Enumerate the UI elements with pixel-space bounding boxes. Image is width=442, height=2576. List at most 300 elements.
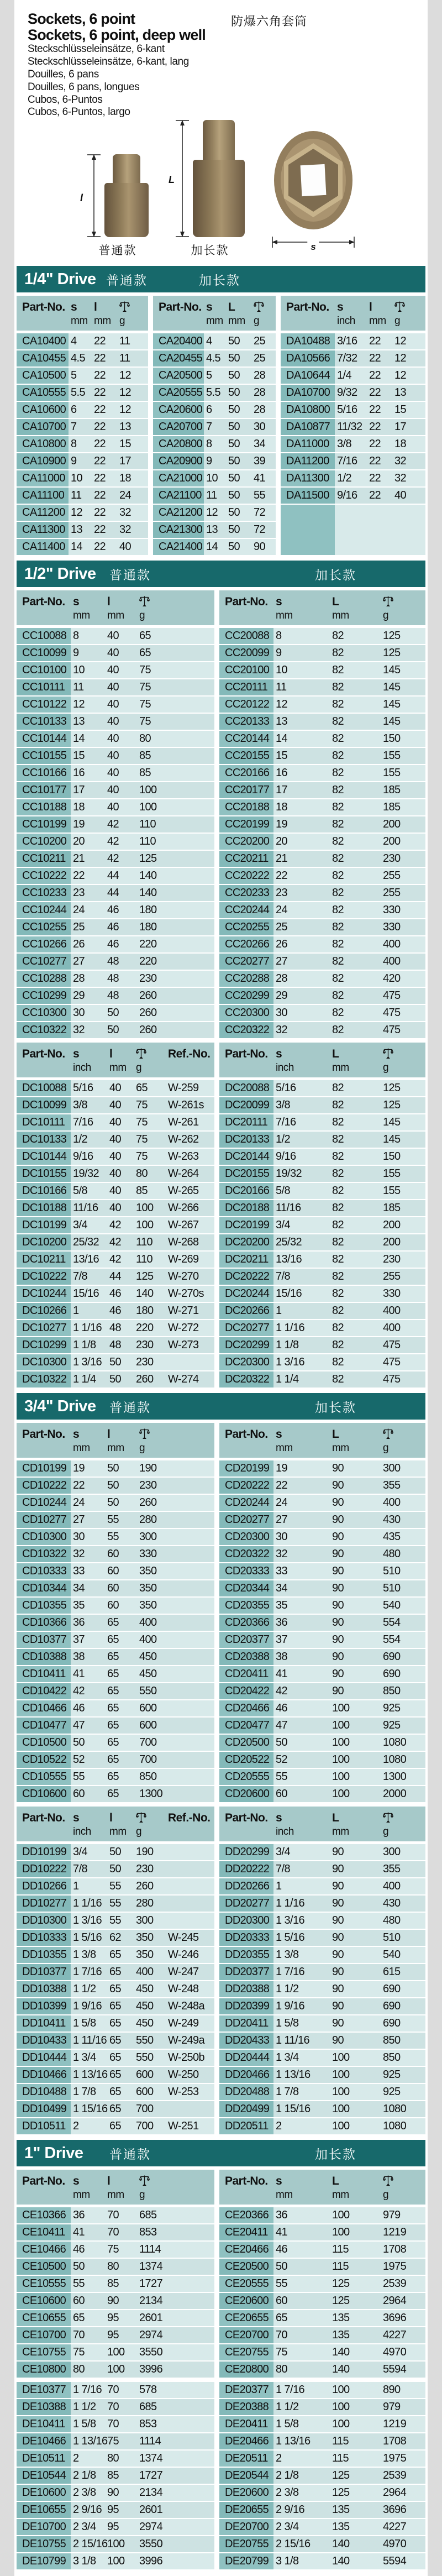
col-header-label: s xyxy=(276,1428,282,1441)
col-header-label: Part-No. xyxy=(286,301,329,314)
cell-len: 60 xyxy=(107,1599,119,1612)
table-row xyxy=(17,834,214,851)
table-row xyxy=(153,505,276,522)
cell-len: 70 xyxy=(107,2418,119,2431)
cell-s: 11 xyxy=(206,489,217,502)
cell-s: 5/8 xyxy=(276,1185,291,1197)
cell-len: 90 xyxy=(332,1846,344,1858)
cell-part: DC20166 xyxy=(219,1183,273,1199)
cell-wt: 13 xyxy=(119,421,131,433)
col-header-label xyxy=(383,2174,420,2188)
cell-s: 11 xyxy=(73,681,84,694)
cell-part: CC10111 xyxy=(17,679,71,695)
table-row xyxy=(281,402,425,419)
col-header-label: s xyxy=(73,1428,80,1441)
cell-part: DA10800 xyxy=(281,402,335,418)
cell-s: 30 xyxy=(73,1531,85,1543)
cell-len: 82 xyxy=(332,1150,344,1163)
cell-len: 90 xyxy=(332,1514,344,1526)
cell-s: 27 xyxy=(276,955,288,968)
cell-s: 1 3/16 xyxy=(276,1914,305,1927)
cell-wt: 255 xyxy=(383,1270,401,1283)
cell-s: 9/16 xyxy=(276,1150,296,1163)
cell-s: 1 3/16 xyxy=(276,1356,305,1369)
cell-s: 37 xyxy=(73,1633,85,1646)
cell-wt: 400 xyxy=(136,1966,154,1978)
col-header-label: Part-No. xyxy=(22,2175,65,2188)
cell-wt: 72 xyxy=(254,523,266,536)
cell-wt: 850 xyxy=(383,1685,401,1698)
cell-s: 46 xyxy=(276,2243,288,2256)
cell-part: CC10099 xyxy=(17,645,71,661)
socket-body xyxy=(104,183,149,237)
col-header-part xyxy=(17,1046,71,1074)
cell-wt: 220 xyxy=(136,1322,154,1334)
table-row xyxy=(219,834,425,851)
col-header-s xyxy=(273,1427,330,1454)
cell-len: 82 xyxy=(332,972,344,985)
table-row xyxy=(219,799,425,816)
cell-s: 1 xyxy=(276,1305,282,1317)
col-header-label xyxy=(139,1427,188,1441)
band-label-long: 加长款 xyxy=(199,273,240,287)
table-row xyxy=(17,2502,214,2519)
cell-len: 140 xyxy=(332,2346,350,2359)
col-header-unit: mm xyxy=(107,2189,124,2201)
table-row xyxy=(17,1354,214,1371)
col-header-unit: mm xyxy=(71,315,88,327)
cell-part: CD10344 xyxy=(17,1580,71,1596)
cell-s: 3 1/8 xyxy=(276,2555,299,2568)
cell-s: 9/32 xyxy=(337,386,357,399)
parts-table xyxy=(153,296,276,556)
cell-part: CD10199 xyxy=(17,1460,71,1477)
col-header-unit: mm xyxy=(332,1826,349,1838)
col-header-label: l xyxy=(107,2175,110,2188)
cell-len: 65 xyxy=(107,1753,119,1766)
table-body xyxy=(219,628,425,1039)
cell-ref: W-265 xyxy=(168,1185,199,1197)
table-row xyxy=(17,505,148,522)
col-header-label: s xyxy=(206,301,213,314)
col-header-wt xyxy=(381,594,420,622)
cell-wt: 480 xyxy=(383,1914,401,1927)
cell-s: 1 13/16 xyxy=(276,2069,311,2081)
table-row xyxy=(17,2327,214,2344)
table-row xyxy=(219,902,425,919)
cell-len: 90 xyxy=(107,2295,119,2307)
cell-s: 1/4 xyxy=(337,369,352,382)
cell-s: 7/16 xyxy=(337,455,357,468)
col-header-label: s xyxy=(73,2175,80,2188)
cell-s: 1/2 xyxy=(276,1133,291,1146)
cell-wt: 300 xyxy=(136,1914,154,1927)
drive-band xyxy=(17,1393,425,1420)
cell-part: DC10244 xyxy=(17,1286,71,1302)
cell-part: DD20355 xyxy=(219,1947,273,1963)
cell-part: CC20199 xyxy=(219,816,273,833)
col-header-s xyxy=(71,594,105,622)
cell-s: 5 xyxy=(206,369,212,382)
cell-wt: 2539 xyxy=(383,2469,407,2482)
cell-s: 10 xyxy=(73,664,85,677)
cell-part: CA11200 xyxy=(17,505,69,521)
cell-wt: 925 xyxy=(383,2069,401,2081)
table-row xyxy=(219,2519,425,2536)
cell-len: 50 xyxy=(109,1373,122,1386)
cell-len: 90 xyxy=(332,1685,344,1698)
cell-part: CC10200 xyxy=(17,834,71,850)
cell-s: 14 xyxy=(276,732,288,745)
cell-s: 16 xyxy=(73,767,85,779)
table-row xyxy=(219,1183,425,1200)
col-header-wt xyxy=(392,300,421,327)
cell-s: 24 xyxy=(73,1496,85,1509)
cell-part: CE20655 xyxy=(219,2310,273,2326)
cell-part: CC10122 xyxy=(17,697,71,713)
cell-wt: 1080 xyxy=(383,1753,407,1766)
cell-part: DA10488 xyxy=(281,333,335,349)
table-row xyxy=(219,1580,425,1598)
cell-wt: 850 xyxy=(139,1771,157,1783)
cell-wt: 220 xyxy=(139,955,157,968)
table-row xyxy=(17,1878,214,1896)
cell-s: 1 15/16 xyxy=(276,2103,311,2116)
cell-s: 4 xyxy=(71,335,77,348)
cell-s: 38 xyxy=(73,1651,85,1663)
cell-len: 82 xyxy=(332,1236,344,1249)
cell-s: 4 xyxy=(206,335,212,348)
table-row xyxy=(219,2207,425,2224)
cell-part: DA11300 xyxy=(281,470,335,486)
cell-s: 1 13/16 xyxy=(73,2435,108,2448)
cell-len: 48 xyxy=(107,989,119,1002)
cell-wt: 200 xyxy=(383,818,401,831)
col-header-len xyxy=(107,1046,134,1074)
cell-len: 75 xyxy=(107,2243,119,2256)
cell-wt: 12 xyxy=(119,404,131,416)
cell-wt: 300 xyxy=(383,1846,401,1858)
cell-part: CE10755 xyxy=(17,2344,71,2360)
cell-s: 3 1/8 xyxy=(73,2555,96,2568)
col-header-label: s xyxy=(71,301,77,314)
table-row xyxy=(219,748,425,765)
cell-s: 18 xyxy=(73,801,85,814)
table-row xyxy=(17,714,214,731)
cell-part: DD10499 xyxy=(17,2101,71,2117)
cell-len: 82 xyxy=(332,989,344,1002)
cell-len: 65 xyxy=(107,1736,119,1749)
cell-len: 82 xyxy=(332,1167,344,1180)
cell-s: 55 xyxy=(276,2277,288,2290)
cell-len: 22 xyxy=(94,421,106,433)
cell-len: 90 xyxy=(332,2034,344,2047)
table-row xyxy=(17,402,148,419)
cell-len: 90 xyxy=(332,1479,344,1492)
figure-socket-face xyxy=(271,129,355,253)
socket-photo-deep xyxy=(193,120,245,237)
cell-len: 115 xyxy=(332,2435,349,2448)
table-row xyxy=(17,936,214,954)
catalog-page xyxy=(14,0,428,2576)
cell-wt: 3996 xyxy=(139,2363,163,2376)
cell-part: CA21100 xyxy=(153,488,204,504)
col-header-unit: inch xyxy=(276,1062,294,1074)
cell-wt: 979 xyxy=(383,2209,401,2222)
table-row xyxy=(17,1149,214,1166)
table-row xyxy=(219,1947,425,1964)
table-row xyxy=(219,731,425,748)
col-header-part xyxy=(153,300,204,327)
cell-part: CD10466 xyxy=(17,1700,71,1716)
cell-wt: 230 xyxy=(136,1339,154,1352)
cell-part: DC20299 xyxy=(219,1337,273,1353)
cell-wt: 1374 xyxy=(139,2260,163,2273)
cell-part: DC10266 xyxy=(17,1303,71,1319)
cell-wt: 3550 xyxy=(139,2538,163,2551)
col-header-unit: inch xyxy=(73,1826,91,1838)
cell-ref: W-248a xyxy=(168,2000,205,2013)
cell-len: 82 xyxy=(332,818,344,831)
cell-len: 65 xyxy=(107,1788,119,1800)
cell-wt: 600 xyxy=(139,1702,157,1715)
col-header-part xyxy=(281,300,335,327)
cell-len: 82 xyxy=(332,1116,344,1129)
col-header-unit: mm xyxy=(228,315,245,327)
col-header-wt xyxy=(137,2174,188,2201)
table-row xyxy=(17,2553,214,2570)
cell-wt: 15 xyxy=(394,404,407,416)
cell-len: 90 xyxy=(332,2017,344,2030)
cell-wt: 3696 xyxy=(383,2312,407,2324)
table-row xyxy=(219,2485,425,2502)
cell-len: 100 xyxy=(332,2051,350,2064)
cell-wt: 32 xyxy=(394,472,407,485)
cell-part: CA20900 xyxy=(153,453,204,469)
cell-len: 82 xyxy=(332,664,344,677)
table-row xyxy=(153,385,276,402)
table-row xyxy=(153,368,276,385)
table-row xyxy=(219,1769,425,1786)
cell-part: CD10388 xyxy=(17,1649,71,1665)
table-row xyxy=(17,1563,214,1580)
cell-len: 44 xyxy=(107,887,119,899)
cell-s: 1 5/8 xyxy=(276,2418,299,2431)
cell-wt: 450 xyxy=(139,1651,157,1663)
col-header-unit xyxy=(22,1826,71,1838)
cell-s: 22 xyxy=(276,1479,288,1492)
table-row xyxy=(17,2451,214,2468)
table-header-row xyxy=(17,2170,214,2205)
cell-s: 10 xyxy=(206,472,218,485)
col-header-label: Part-No. xyxy=(22,1428,65,1441)
cell-len: 40 xyxy=(109,1133,122,1146)
cell-s: 7/16 xyxy=(276,1116,296,1129)
cell-len: 125 xyxy=(332,2277,350,2290)
figure-standard-socket xyxy=(80,154,149,258)
table-row xyxy=(219,1337,425,1354)
table-block xyxy=(17,2170,425,2570)
cell-len: 135 xyxy=(332,2329,350,2342)
caption-deep: 加长款 xyxy=(191,244,229,258)
cell-part: DC20111 xyxy=(219,1114,273,1130)
cell-s: 15 xyxy=(73,750,85,762)
product-figure xyxy=(17,121,425,261)
cell-part: DD20511 xyxy=(219,2118,273,2134)
cell-s: 50 xyxy=(276,2260,288,2273)
cell-len: 82 xyxy=(332,784,344,797)
cell-ref: W-247 xyxy=(168,1966,199,1978)
cell-wt: 110 xyxy=(136,1236,153,1249)
col-header-len xyxy=(107,1810,134,1838)
table-row xyxy=(17,1371,214,1389)
cell-s: 1 1/2 xyxy=(73,1983,96,1996)
cell-wt: 475 xyxy=(383,1373,401,1386)
cell-s: 32 xyxy=(73,1548,85,1561)
drive-title: 1/4" Drive xyxy=(24,270,96,288)
cell-wt: 28 xyxy=(254,369,266,382)
cell-part: CD10277 xyxy=(17,1512,71,1528)
cell-len: 90 xyxy=(332,1616,344,1629)
cell-s: 41 xyxy=(276,1668,288,1680)
cell-len: 82 xyxy=(332,1024,344,1036)
col-header-unit xyxy=(22,315,69,327)
table-header-row xyxy=(219,1043,425,1077)
table-row xyxy=(17,350,148,368)
cell-part: DD10355 xyxy=(17,1947,71,1963)
cell-s: 2 xyxy=(276,2120,282,2133)
cell-len: 90 xyxy=(107,2486,119,2499)
cell-len: 50 xyxy=(228,352,240,365)
table-row xyxy=(17,1337,214,1354)
table-row xyxy=(17,436,148,453)
cell-wt: 350 xyxy=(139,1565,157,1578)
cell-wt: 110 xyxy=(136,1253,153,1266)
cell-wt: 12 xyxy=(394,352,407,365)
table-row xyxy=(17,1580,214,1598)
page-title-chinese: 防爆六角套筒 xyxy=(231,14,308,28)
table-row xyxy=(219,1786,425,1803)
cell-part: CA20700 xyxy=(153,419,204,435)
cell-wt: 40 xyxy=(119,541,131,553)
cell-s: 1 1/2 xyxy=(73,2401,96,2413)
table-row xyxy=(219,2327,425,2344)
cell-part: CD10366 xyxy=(17,1615,71,1631)
cell-len: 125 xyxy=(332,2469,350,2482)
cell-len: 65 xyxy=(109,1949,122,1961)
cell-wt: 1727 xyxy=(139,2469,163,2482)
cell-len: 65 xyxy=(109,2034,122,2047)
cell-part: CE20700 xyxy=(219,2327,273,2343)
table-row xyxy=(17,971,214,988)
table-body xyxy=(17,1080,214,1389)
cell-wt: 80 xyxy=(139,732,151,745)
cell-wt: 75 xyxy=(139,715,151,728)
cell-part: DE10466 xyxy=(17,2433,71,2449)
table-header-row xyxy=(17,296,148,331)
cell-len: 22 xyxy=(94,506,106,519)
col-header-unit: mm xyxy=(332,2189,349,2201)
cell-len: 50 xyxy=(228,489,240,502)
cell-wt: 510 xyxy=(383,1565,401,1578)
cell-part: CC20288 xyxy=(219,971,273,987)
cell-len: 40 xyxy=(109,1116,122,1129)
cell-part: CE20755 xyxy=(219,2344,273,2360)
cell-s: 41 xyxy=(73,1668,85,1680)
cell-part: CE10466 xyxy=(17,2242,71,2258)
cell-wt: 3996 xyxy=(139,2555,163,2568)
cell-part: DA10877 xyxy=(281,419,335,435)
cell-wt: 155 xyxy=(383,1185,401,1197)
cell-wt: 155 xyxy=(383,1167,401,1180)
dimension-arrow-l xyxy=(80,154,101,237)
cell-part: CC10277 xyxy=(17,954,71,970)
cell-s: 47 xyxy=(276,1719,288,1732)
cell-wt: 550 xyxy=(139,1685,157,1698)
table-row xyxy=(219,1286,425,1303)
col-header-label: s xyxy=(276,1048,282,1061)
table-row xyxy=(17,2118,214,2135)
cell-part: DC10144 xyxy=(17,1149,71,1165)
table-row xyxy=(17,1769,214,1786)
cell-wt: 5594 xyxy=(383,2555,407,2568)
drive-title: 3/4" Drive xyxy=(24,1397,96,1415)
table-row xyxy=(219,1964,425,1981)
cell-len: 135 xyxy=(332,2312,350,2324)
cell-len: 90 xyxy=(332,1599,344,1612)
col-header-unit: g xyxy=(383,1826,389,1838)
col-header-label xyxy=(139,2174,188,2188)
cell-s: 2 3/8 xyxy=(276,2486,299,2499)
cell-len: 42 xyxy=(107,818,119,831)
col-header-label xyxy=(136,1046,166,1061)
col-header-wt xyxy=(134,1810,166,1838)
parts-table xyxy=(219,1423,425,1803)
table-row xyxy=(17,679,214,697)
table-row xyxy=(17,1114,214,1132)
table-row xyxy=(17,368,148,385)
cell-len: 90 xyxy=(332,1531,344,1543)
cell-part: CD10477 xyxy=(17,1718,71,1734)
table-row xyxy=(17,1598,214,1615)
cell-part: CC10199 xyxy=(17,816,71,833)
cell-len: 50 xyxy=(228,438,240,451)
cell-s: 75 xyxy=(73,2346,85,2359)
cell-part: CA21000 xyxy=(153,470,204,486)
cell-s: 60 xyxy=(73,2295,85,2307)
table-row xyxy=(17,2067,214,2084)
cell-len: 85 xyxy=(107,2277,119,2290)
parts-table xyxy=(281,296,425,556)
col-header-unit: g xyxy=(254,315,260,327)
table-row xyxy=(17,1166,214,1183)
cell-len: 50 xyxy=(228,335,240,348)
cell-len: 65 xyxy=(109,2103,122,2116)
cell-s: 34 xyxy=(73,1582,85,1595)
cell-wt: 1708 xyxy=(383,2243,407,2256)
table-row xyxy=(17,765,214,782)
cell-wt: 200 xyxy=(383,835,401,848)
cell-s: 35 xyxy=(276,1599,288,1612)
cell-len: 65 xyxy=(107,1771,119,1783)
col-header-unit: mm xyxy=(332,1062,349,1074)
cell-part: CC20277 xyxy=(219,954,273,970)
table-row xyxy=(219,851,425,868)
cell-wt: 1219 xyxy=(383,2418,407,2431)
cell-part: CD10300 xyxy=(17,1529,71,1545)
col-header-len xyxy=(330,2174,381,2201)
cell-s: 27 xyxy=(73,955,85,968)
